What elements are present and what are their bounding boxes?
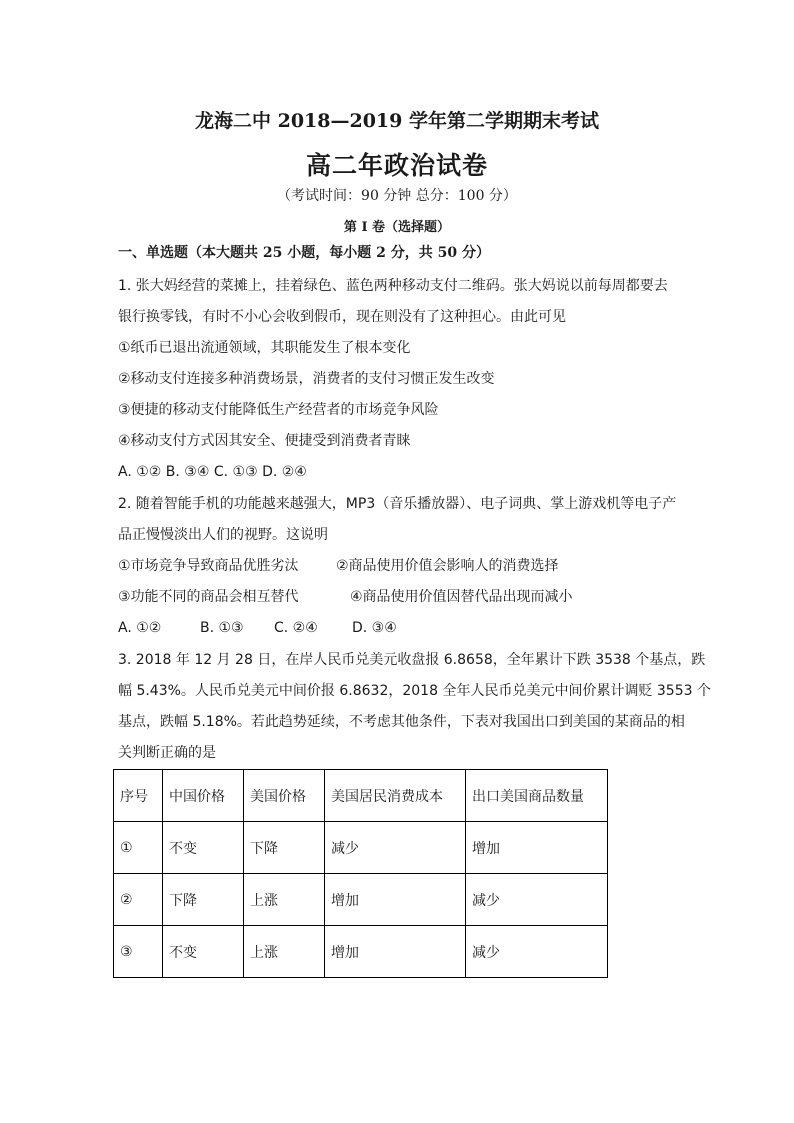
q1-option-3: ③便捷的移动支付能降低生产经营者的市场竞争风险 <box>118 402 439 418</box>
q1-stem-line2: 银行换零钱，有时不小心会收到假币，现在则没有了这种担心。由此可见 <box>118 309 566 325</box>
table-header-row <box>114 770 608 822</box>
table-cell: 下降 <box>163 874 244 926</box>
table-header-cell: 中国价格 <box>163 770 244 822</box>
q1-option-1: ①纸币已退出流通领域，其职能发生了根本变化 <box>118 340 411 356</box>
q2-answer-d: D. ③④ <box>352 620 397 636</box>
exam-title: 龙海二中 2018—2019 学年第二学期期末考试 <box>195 110 599 132</box>
table-row <box>114 874 608 926</box>
table-cell: ② <box>114 874 163 926</box>
table-header-cell: 美国居民消费成本 <box>325 770 466 822</box>
q3-stem-line2: 幅 5.43%。人民币兑美元中间价报 6.8632，2018 全年人民币兑美元中间价累计调贬 3553 个 <box>118 683 711 699</box>
q2-answer-c: C. ②④ <box>274 620 318 636</box>
table-row <box>114 822 608 874</box>
table-cell: ① <box>114 822 163 874</box>
table-cell: 增加 <box>466 822 608 874</box>
table-cell: 增加 <box>325 874 466 926</box>
table-header-cell: 出口美国商品数量 <box>466 770 608 822</box>
q2-answer-a: A. ①② <box>118 620 162 636</box>
table-cell: 减少 <box>466 926 608 978</box>
q2-option-3: ③功能不同的商品会相互替代 <box>118 589 299 605</box>
table-cell: 不变 <box>163 926 244 978</box>
q3-stem-line4: 关判断正确的是 <box>118 745 216 761</box>
table-cell: 增加 <box>325 926 466 978</box>
table-cell: 不变 <box>163 822 244 874</box>
table-cell: 上涨 <box>244 874 325 926</box>
q2-option-1: ①市场竞争导致商品优胜劣汰 <box>118 558 299 574</box>
q3-stem-line1: 3. 2018 年 12 月 28 日，在岸人民币兑美元收盘报 6.8658，全年累计下跌 3538 个基点，跌 <box>118 652 706 668</box>
table-row <box>114 926 608 978</box>
q1-answer-choices: A. ①② B. ③④ C. ①③ D. ②④ <box>118 464 307 480</box>
q1-option-4: ④移动支付方式因其安全、便捷受到消费者青睐 <box>118 433 411 449</box>
part-heading: 第 I 卷（选择题） <box>343 220 451 235</box>
table-cell: 上涨 <box>244 926 325 978</box>
q2-answer-b: B. ①③ <box>200 620 244 636</box>
q2-option-4: ④商品使用价值因替代品出现而减小 <box>350 589 573 605</box>
exam-subject: 高二年政治试卷 <box>305 151 488 180</box>
table-cell: ③ <box>114 926 163 978</box>
table-header-cell: 序号 <box>114 770 163 822</box>
q1-stem-line1: 1. 张大妈经营的菜摊上，挂着绿色、蓝色两种移动支付二维码。张大妈说以前每周都要去 <box>118 278 668 294</box>
table-header-cell: 美国价格 <box>244 770 325 822</box>
q2-stem-line2: 品正慢慢淡出人们的视野。这说明 <box>118 527 328 543</box>
table-cell: 减少 <box>466 874 608 926</box>
section-heading: 一、单选题（本大题共 25 小题，每小题 2 分，共 50 分） <box>118 245 490 261</box>
exam-info: （考试时间：90 分钟 总分：100 分） <box>277 188 517 204</box>
q3-stem-line3: 基点，跌幅 5.18%。若此趋势延续，不考虑其他条件，下表对我国出口到美国的某商品的相 <box>118 714 685 730</box>
q2-option-2: ②商品使用价值会影响人的消费选择 <box>336 558 559 574</box>
table-cell: 减少 <box>325 822 466 874</box>
q1-option-2: ②移动支付连接多种消费场景，消费者的支付习惯正发生改变 <box>118 371 495 387</box>
q3-table <box>113 769 608 978</box>
q2-stem-line1: 2. 随着智能手机的功能越来越强大，MP3（音乐播放器）、电子词典、掌上游戏机等电子产 <box>118 496 677 512</box>
table-cell: 下降 <box>244 822 325 874</box>
